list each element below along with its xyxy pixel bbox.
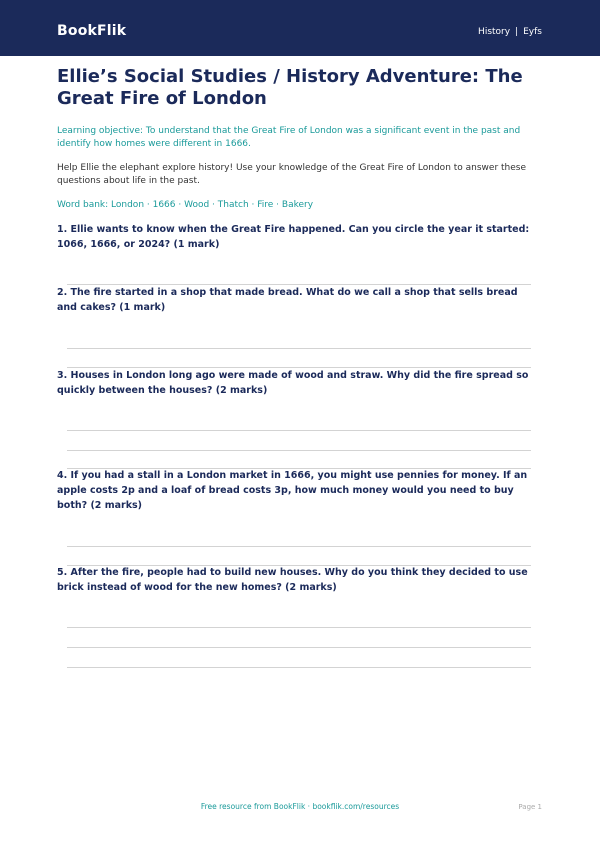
answer-line[interactable] xyxy=(67,348,531,349)
answer-line[interactable] xyxy=(67,647,531,648)
header-bar xyxy=(0,0,600,56)
question-3 xyxy=(57,368,537,398)
page-number: Page 1 xyxy=(518,803,542,811)
page-title: Ellie’s Social Studies / History Adventure: The Great Fire of London xyxy=(57,66,523,109)
learning-objective: Learning objective: To understand that the Great Fire of London was a significant event in the past and identify how homes were different in 1666. xyxy=(57,126,521,149)
breadcrumb-subject[interactable]: History xyxy=(478,27,511,37)
question-2 xyxy=(57,285,537,315)
answer-line[interactable] xyxy=(67,546,531,547)
question-text: 3. Houses in London long ago were made of wood and straw. Why did the fire spread so quickly between the houses? (2 marks) xyxy=(57,370,529,396)
breadcrumb xyxy=(478,27,542,37)
intro-text: Help Ellie the elephant explore history! Use your knowledge of the Great Fire of London to answer these questions about life in the past. xyxy=(57,163,527,186)
question-4 xyxy=(57,468,537,513)
breadcrumb-level[interactable]: Eyfs xyxy=(523,27,542,37)
answer-line[interactable] xyxy=(67,450,531,451)
word-bank: Word bank: London · 1666 · Wood · Thatch · Fire · Bakery xyxy=(57,200,314,210)
answer-line[interactable] xyxy=(67,667,531,668)
question-5 xyxy=(57,565,537,595)
answer-line[interactable] xyxy=(67,627,531,628)
question-text: 2. The fire started in a shop that made bread. What do we call a shop that sells bread and cakes? (1 mark) xyxy=(57,287,518,313)
footer-resource-link[interactable]: Free resource from BookFlik · bookflik.com/resources xyxy=(200,802,400,811)
question-text: 4. If you had a stall in a London market in 1666, you might use pennies for money. If an apple costs 2p and a loaf of bread costs 3p, how much money would you need to buy both? (2 marks) xyxy=(57,470,528,511)
worksheet-intro xyxy=(57,66,542,212)
question-1 xyxy=(57,222,537,252)
question-text: 5. After the fire, people had to build new houses. Why do you think they decided to use brick instead of wood for the new homes? (2 marks) xyxy=(57,567,528,593)
brand-logo-text[interactable]: BookFlik xyxy=(57,23,127,39)
answer-line[interactable] xyxy=(67,430,531,431)
breadcrumb-separator: | xyxy=(515,27,519,37)
question-text: 1. Ellie wants to know when the Great Fire happened. Can you circle the year it started: 1066, 1666, or 2024? (1 mark) xyxy=(57,224,530,250)
